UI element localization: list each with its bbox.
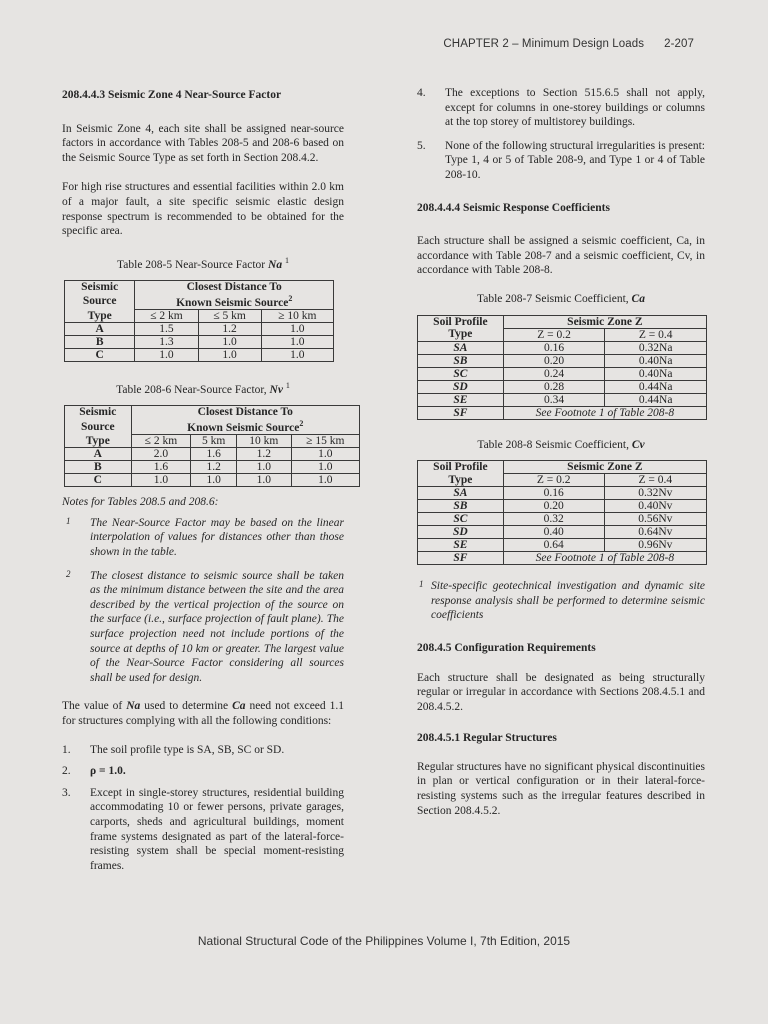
paragraph-high-rise: For high rise structures and essential facilities within 2.0 km of a major fault, a site specific seismic elastic design response spectrum is recommended to be obtained for the specific area. <box>62 181 344 238</box>
table-row: SB 0.20 0.40Na <box>418 354 707 367</box>
table-208-7: Soil Profile Seismic Zone Z Type Z = 0.2 Z = 0.4 SA 0.16 0.32Na SB 0.20 0.40Na SC 0.24 0.40Na SD 0.28 0.44Na SE 0.34 0.44Na SF See Footnote 1 of Table 208-8 <box>417 315 707 420</box>
table-208-7-caption: Table 208-7 Seismic Coefficient, Ca <box>477 292 645 305</box>
page-footer: National Structural Code of the Philippines Volume I, 7th Edition, 2015 <box>197 934 571 948</box>
table-row: SF See Footnote 1 of Table 208-8 <box>418 552 707 565</box>
column-label: ≤ 2 km <box>135 310 198 323</box>
table-208-6-caption: Table 208-6 Near-Source Factor, Nv $^1$ <box>116 381 290 396</box>
table-row: SC 0.32 0.56Nv <box>418 513 707 526</box>
table-row: SE 0.64 0.96Nv <box>418 539 707 552</box>
page-number: 2-207 <box>664 38 694 50</box>
table-208-8-caption: Table 208-8 Seismic Coefficient, Cv <box>477 438 645 451</box>
footnote-1: 1 Site-specific geotechnical investigation and dynamic site response analysis shall be performed to determine seismic coefficients <box>419 579 705 622</box>
left-column <box>62 88 344 873</box>
condition-3: 3. Except in single-storey structures, residential building accommodating 10 or fewer persons, private garages, carports, sheds and agricultural buildings, moment frame systems designated as part of the lateral-force-resisting system shall be special moment-resisting frames. <box>62 786 344 872</box>
table-208-6: Seismic Closest Distance To Source Known Seismic Source$^2$ Type ≤ 2 km 5 km 10 km ≥ 15 km A 2.0 1.6 1.2 1.0 B 1.6 1.2 1.0 1.0 C 1.0 1.0 1.0 1.0 <box>64 405 360 487</box>
condition-1: 1. The soil profile type is SA, SB, SC or SD. <box>62 743 285 756</box>
table-row: SD 0.28 0.44Na <box>418 380 707 393</box>
section-heading-208-4-5-1: 208.4.5.1 Regular Structures <box>417 732 557 745</box>
row-header: Seismic <box>65 281 135 294</box>
table-row: A 1.5 1.2 1.0 <box>65 323 334 336</box>
table-row: SA 0.16 0.32Na <box>418 341 707 354</box>
table-row: SC 0.24 0.40Na <box>418 367 707 380</box>
column-label: ≤ 5 km <box>198 310 261 323</box>
table-row: C 1.0 1.0 1.0 1.0 <box>65 474 360 487</box>
paragraph-configuration: Each structure shall be designated as being structurally regular or irregular in accordance with Sections 208.4.5.1 and 208.4.5.2. <box>417 671 705 713</box>
nv-symbol: Nv <box>269 383 283 396</box>
table-row: SE 0.34 0.44Na <box>418 393 707 406</box>
col-header: Closest Distance To <box>135 281 334 294</box>
note-1: 1 The Near-Source Factor may be based on the linear interpolation of values for distances other than those shown in the table. <box>66 515 344 559</box>
table-208-5: Seismic Closest Distance To Source Known Seismic Source$^2$ Type ≤ 2 km ≤ 5 km ≥ 10 km A 1.5 1.2 1.0 B 1.3 1.0 1.0 C 1.0 1.0 1.0 <box>64 280 334 362</box>
table-row: A 2.0 1.6 1.2 1.0 <box>65 448 360 461</box>
notes-title: Notes for Tables 208.5 and 208.6: <box>62 496 219 509</box>
paragraph-seismic-coefficients: Each structure shall be assigned a seismic coefficient, Ca, in accordance with Table 208-7 and a seismic coefficient, Cv, in accordance with Table 208-8. <box>417 235 705 277</box>
chapter-title: CHAPTER 2 – Minimum Design Loads <box>443 38 645 50</box>
na-symbol: Na <box>268 258 283 271</box>
section-heading-208-4-4-3: 208.4.4.3 Seismic Zone 4 Near-Source Factor <box>62 89 282 101</box>
table-208-5-caption: Table 208-5 Near-Source Factor Na $^1$ <box>117 255 289 271</box>
note-2: 2 The closest distance to seismic source shall be taken as the minimum distance between the site and the area described by the vertical projection of the source on the surface (i.e., surface projection of fault plane). The surface projection need not include portions of the source at depths of 10 km or greater. The largest value of the Near-Source Factor considering all sources shall be used for design. <box>66 568 344 684</box>
column-label: ≥ 10 km <box>261 310 333 323</box>
table-row: B 1.3 1.0 1.0 <box>65 336 334 349</box>
table-row: SB 0.20 0.40Nv <box>418 500 707 513</box>
paragraph-na-limit: The value of Na used to determine Ca need not exceed 1.1 for structures complying with all the following conditions: <box>62 700 344 727</box>
table-row: C 1.0 1.0 1.0 <box>65 349 334 362</box>
condition-2: 2. ρ = 1.0. <box>62 765 126 778</box>
table-row: B 1.6 1.2 1.0 1.0 <box>65 461 360 474</box>
condition-4: 4. The exceptions to Section 515.6.5 shall not apply, except for columns in one-storey buildings or columns at the top storey of multistorey buildings. <box>417 87 705 129</box>
paragraph-regular-structures: Regular structures have no significant physical discontinuities in plan or vertical configuration or in their lateral-force-resisting systems such as the irregular features described in Section 208.4.5.2. <box>417 760 705 817</box>
table-row: SF See Footnote 1 of Table 208-8 <box>418 406 707 419</box>
section-heading-208-4-5: 208.4.5 Configuration Requirements <box>417 641 596 654</box>
running-header <box>443 38 694 50</box>
table-row: SA 0.16 0.32Nv <box>418 487 707 500</box>
condition-5: 5. None of the following structural irregularities is present: Type 1, 4 or 5 of Table 208-9, and Type 1 or 4 of Table 208-10. <box>417 139 705 181</box>
section-heading-208-4-4-4: 208.4.4.4 Seismic Response Coefficients <box>417 201 610 214</box>
table-208-8: Soil Profile Seismic Zone Z Type Z = 0.2 Z = 0.4 SA 0.16 0.32Nv SB 0.20 0.40Nv SC 0.32 0.56Nv SD 0.40 0.64Nv SE 0.64 0.96Nv SF See Footnote 1 of Table 208-8 <box>417 460 707 565</box>
paragraph-near-source: In Seismic Zone 4, each site shall be assigned near-source factors in accordance with Tables 208-5 and 208-6 based on the Seismic Source Type as set forth in Section 208.4.2. <box>62 122 344 164</box>
right-column <box>417 86 705 818</box>
table-row: SD 0.40 0.64Nv <box>418 526 707 539</box>
